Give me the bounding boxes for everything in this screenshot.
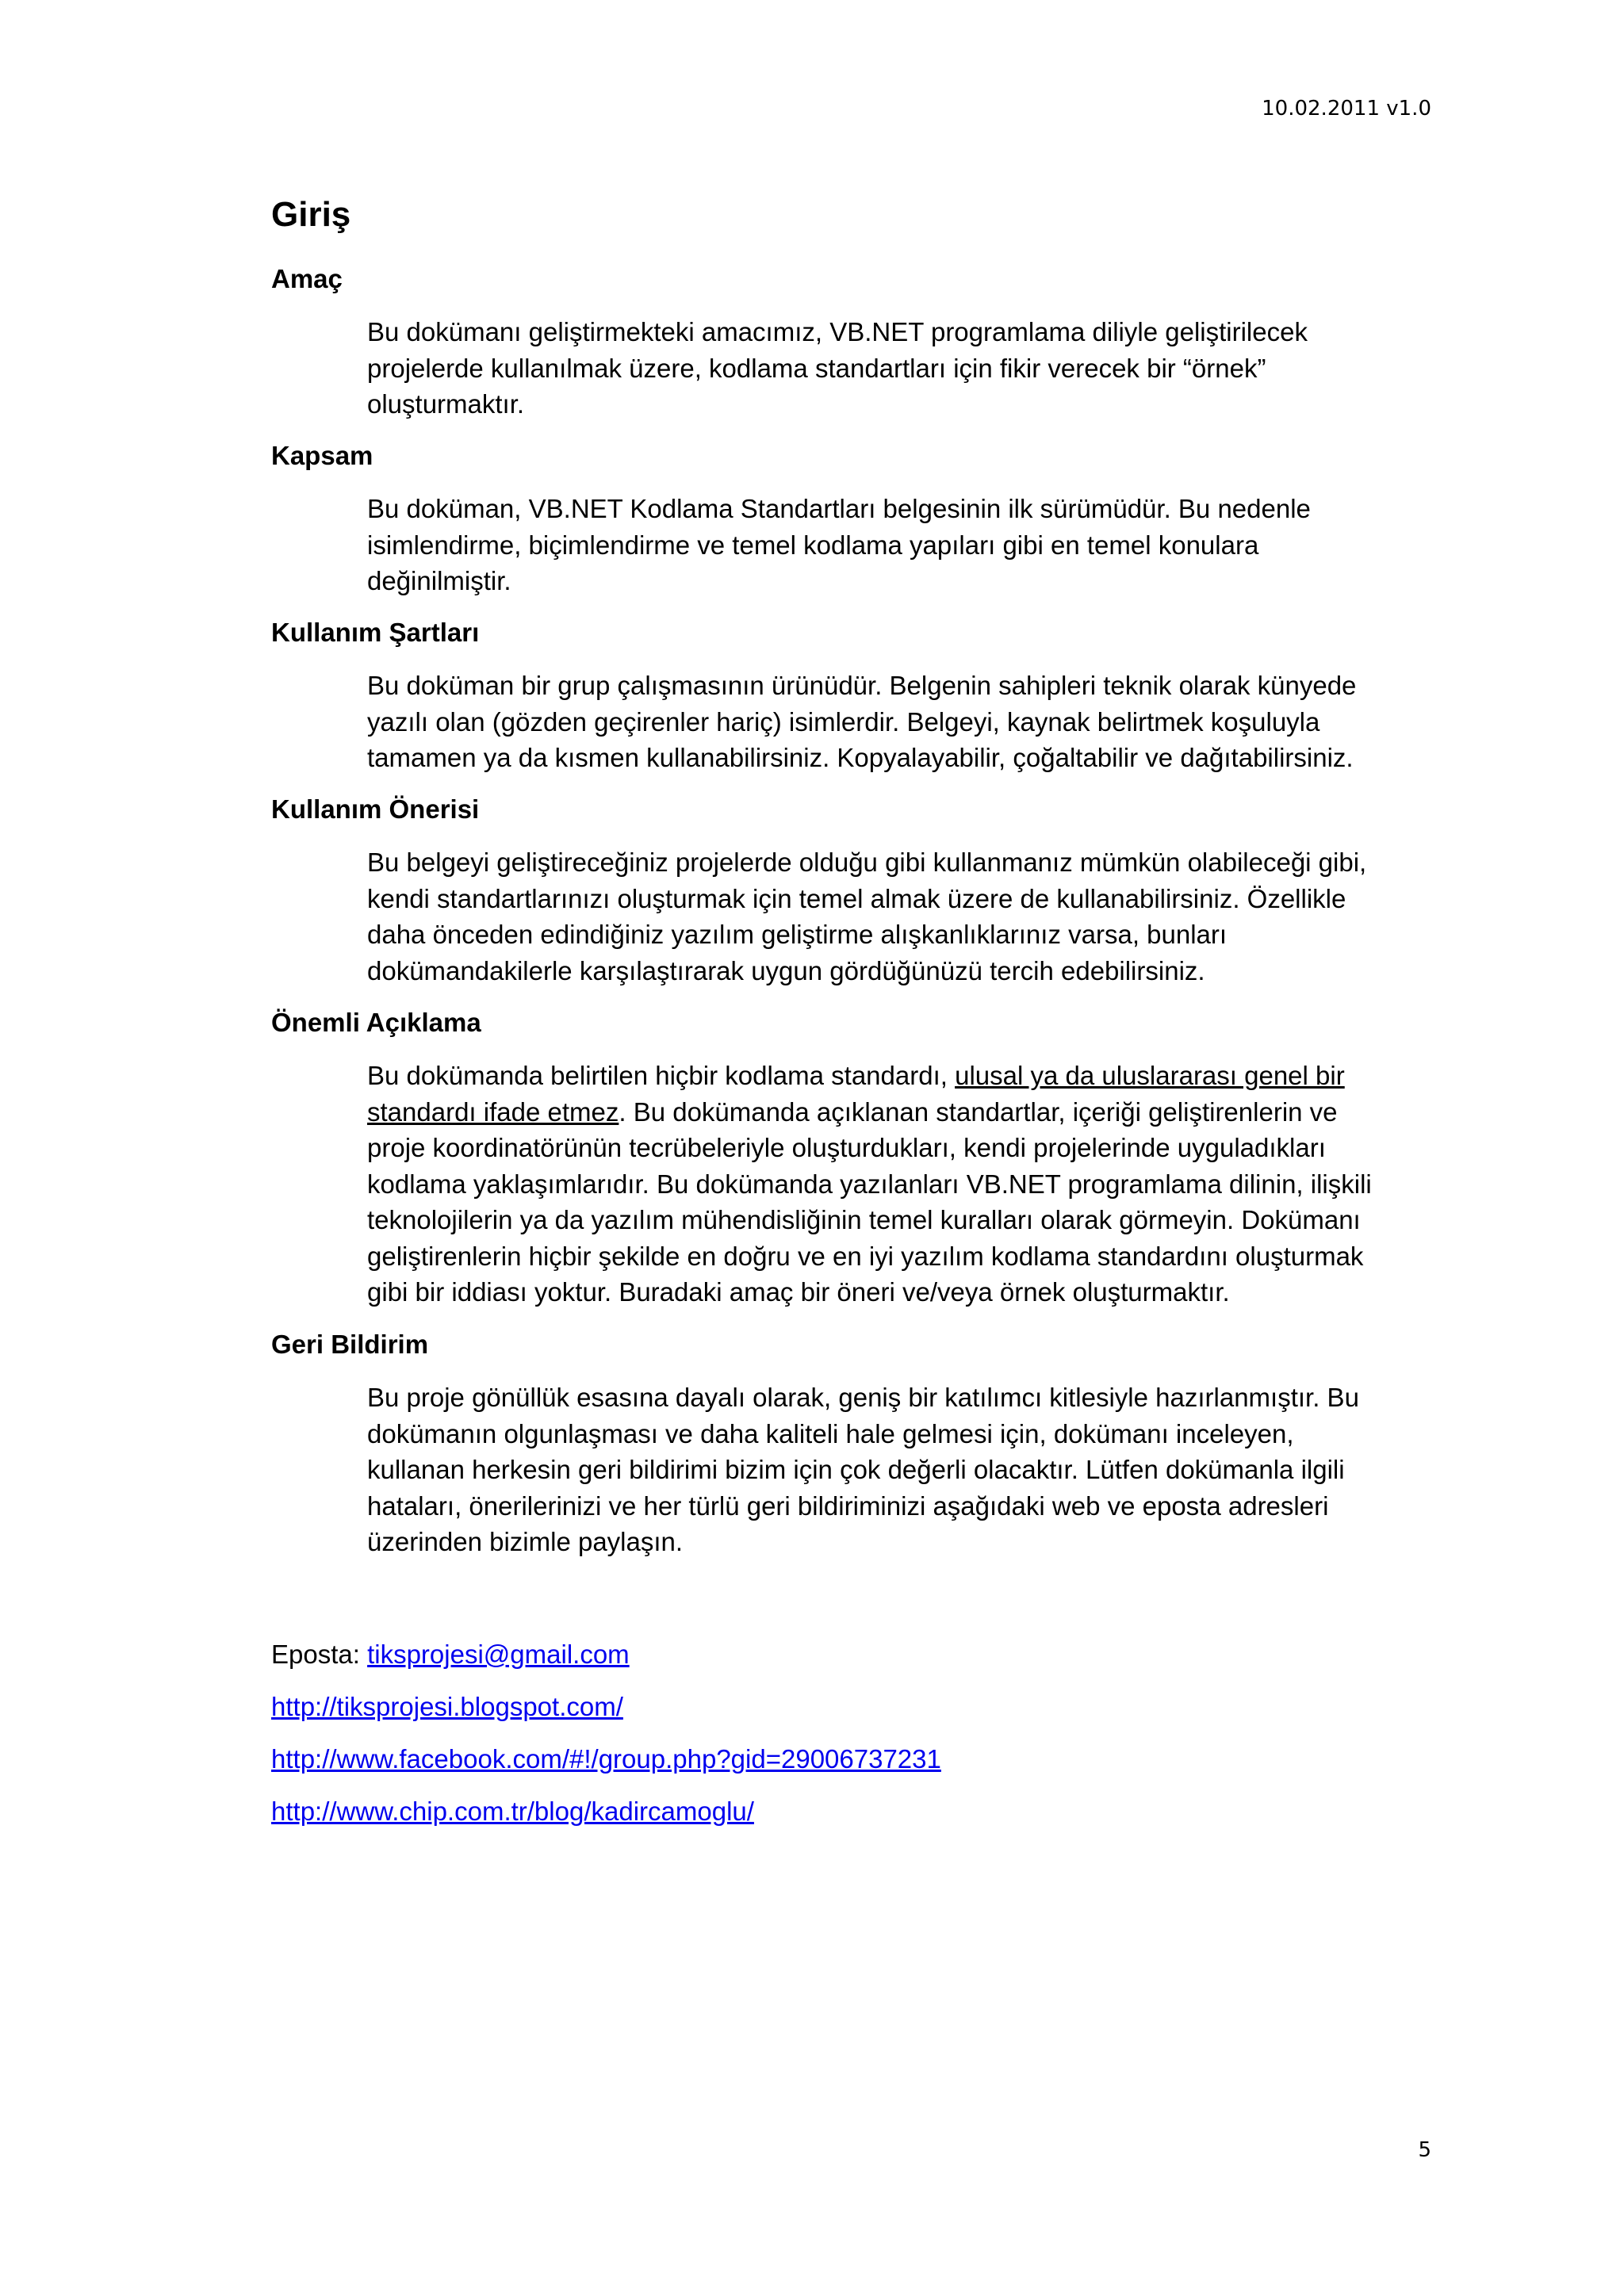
- blog-link[interactable]: http://tiksprojesi.blogspot.com/: [271, 1692, 623, 1721]
- paragraph-kullanim-sartlari: [367, 668, 1434, 776]
- text-line: proje koordinatörünün tecrübeleriyle oluşturdukları, kendi projelerinde uyguladıkları: [367, 1133, 1326, 1162]
- text-line: yazılı olan (gözden geçirenler hariç) isimlerdir. Belgeyi, kaynak belirtmek koşuluyla: [367, 706, 1320, 737]
- text-line: Bu belgeyi geliştireceğiniz projelerde olduğu gibi kullanmanız mümkün olabileceği gibi,: [367, 848, 1367, 877]
- paragraph-geri-bildirim: [367, 1380, 1434, 1560]
- text-line: kullanan herkesin geri bildirimi bizim için çok değerli olacaktır. Lütfen dokümanla ilgili: [367, 1455, 1345, 1484]
- text-line: [367, 1094, 1434, 1131]
- contact-email-line: [271, 1640, 630, 1670]
- contact-link-line: [271, 1692, 623, 1722]
- text-line: oluşturmaktır.: [367, 389, 525, 419]
- heading-kullanim-onerisi: Kullanım Önerisi: [271, 794, 480, 824]
- text-run: . Bu dokümanda açıklanan standartlar, içeriği geliştirenlerin ve: [619, 1096, 1338, 1127]
- paragraph-onemli-aciklama: [367, 1058, 1434, 1311]
- chip-blog-link[interactable]: http://www.chip.com.tr/blog/kadircamoglu/: [271, 1797, 754, 1826]
- text-line: geliştirenlerin hiçbir şekilde en doğru ve en iyi yazılım kodlama standardını oluşturmak: [367, 1241, 1364, 1271]
- text-line: gibi bir iddiası yoktur. Buradaki amaç bir öneri ve/veya örnek oluşturmaktır.: [367, 1277, 1230, 1307]
- text-line: teknolojilerin ya da yazılım mühendisliğinin temel kuralları olarak görmeyin. Dokümanı: [367, 1205, 1361, 1234]
- heading-kullanim-sartlari: Kullanım Şartları: [271, 618, 480, 647]
- text-line: Bu dokümanı geliştirmekteki amacımız, VB.NET programlama diliyle geliştirilecek: [367, 317, 1308, 346]
- heading-kapsam: Kapsam: [271, 441, 373, 470]
- heading-onemli-aciklama: Önemli Açıklama: [271, 1008, 481, 1037]
- text-line: dokümanın olgunlaşması ve daha kaliteli hale gelmesi için, dokümanı inceleyen,: [367, 1418, 1294, 1448]
- text-line: Bu proje gönüllük esasına dayalı olarak, geniş bir katılımcı kitlesiyle hazırlanmıştır. Bu: [367, 1383, 1359, 1412]
- heading-amac: Amaç: [271, 264, 343, 293]
- email-label: Eposta:: [271, 1640, 368, 1669]
- underlined-text: standardı ifade etmez: [367, 1096, 619, 1127]
- paragraph-kullanim-onerisi: [367, 844, 1434, 989]
- text-line: Bu doküman bir grup çalışmasının ürünüdür. Belgenin sahipleri teknik olarak künyede: [367, 671, 1357, 700]
- text-line: kendi standartlarınızı oluşturmak için temel almak üzere de kullanabilirsiniz. Özellikle: [367, 883, 1346, 913]
- text-line: üzerinden bizimle paylaşın.: [367, 1527, 684, 1556]
- text-line: isimlendirme, biçimlendirme ve temel kodlama yapıları gibi en temel konulara: [367, 530, 1259, 560]
- text-run: Bu dokümanda belirtilen hiçbir kodlama standardı,: [367, 1061, 956, 1090]
- text-line: projelerde kullanılmak üzere, kodlama standartları için fikir verecek bir “örnek”: [367, 353, 1266, 383]
- email-link[interactable]: tiksprojesi@gmail.com: [367, 1640, 630, 1669]
- text-line: [367, 1058, 1434, 1094]
- paragraph-amac: [367, 314, 1434, 423]
- text-line: daha önceden edindiğiniz yazılım geliştirme alışkanlıklarınız varsa, bunları: [367, 920, 1228, 949]
- contact-link-line: [271, 1797, 754, 1827]
- contact-link-line: [271, 1744, 941, 1774]
- paragraph-kapsam: [367, 491, 1434, 599]
- text-line: tamamen ya da kısmen kullanabilirsiniz. Kopyalayabilir, çoğaltabilir ve dağıtabilirsiniz.: [367, 743, 1354, 772]
- text-line: hataları, önerilerinizi ve her türlü geri bildiriminizi aşağıdaki web ve eposta adresleri: [367, 1490, 1329, 1521]
- heading-geri-bildirim: Geri Bildirim: [271, 1330, 429, 1359]
- text-line: değinilmiştir.: [367, 566, 511, 595]
- page-number: 5: [1418, 2138, 1431, 2162]
- header-date-version: 10.02.2011 v1.0: [1262, 97, 1431, 121]
- facebook-group-link[interactable]: http://www.facebook.com/#!/group.php?gid=29006737231: [271, 1744, 941, 1774]
- page-title: Giriş: [271, 195, 351, 234]
- underlined-text: ulusal ya da uluslararası genel bir: [955, 1061, 1345, 1090]
- text-line: dokümandakilerle karşılaştırarak uygun gördüğünüzü tercih edebilirsiniz.: [367, 955, 1205, 985]
- text-line: kodlama yaklaşımlarıdır. Bu dokümanda yazılanları VB.NET programlama dilinin, ilişkili: [367, 1169, 1372, 1199]
- text-line: Bu doküman, VB.NET Kodlama Standartları belgesinin ilk sürümüdür. Bu nedenle: [367, 494, 1311, 523]
